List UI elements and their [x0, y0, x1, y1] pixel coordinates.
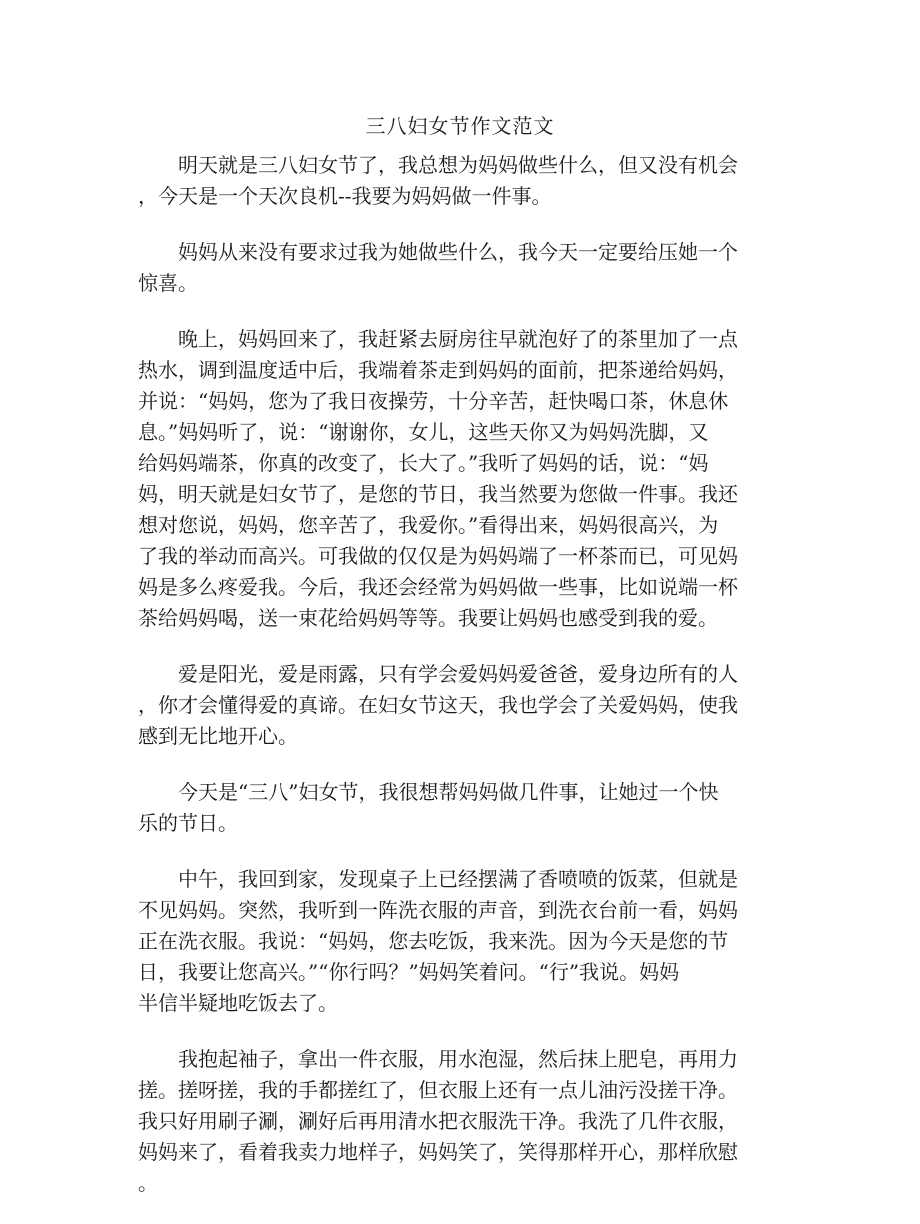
paragraph-line: 我只好用刷子涮，涮好后再用清水把衣服洗干净。我洗了几件衣服， [138, 1109, 738, 1133]
paragraph-line: 了我的举动而高兴。可我做的仅仅是为妈妈端了一杯茶而已，可见妈 [138, 544, 738, 568]
paragraph-line: 半信半疑地吃饭去了。 [138, 991, 338, 1015]
paragraph-line: 并说：“妈妈，您为了我日夜操劳，十分辛苦，赶快喝口茶，休息休 [138, 389, 729, 413]
paragraph-1 [138, 150, 778, 212]
paragraph-line: 今天是“三八”妇女节，我很想帮妈妈做几件事，让她过一个快 [138, 780, 719, 804]
paragraph-line: 热水，调到温度适中后，我端着茶走到妈妈的面前，把茶递给妈妈， [138, 358, 738, 382]
document-title: 三八妇女节作文范文 [365, 114, 555, 138]
paragraph-line: 中午，我回到家，发现桌子上已经摆满了香喷喷的饭菜，但就是 [138, 867, 738, 891]
paragraph-line: ，今天是一个天次良机--我要为妈妈做一件事。 [138, 184, 552, 208]
paragraph-7 [138, 1044, 778, 1199]
paragraph-line: 正在洗衣服。我说：“妈妈，您去吃饭，我来洗。因为今天是您的节 [138, 929, 729, 953]
paragraph-line: 妈妈来了，看着我卖力地样子，妈妈笑了，笑得那样开心，那样欣慰 [138, 1140, 738, 1164]
paragraph-line: 感到无比地开心。 [138, 724, 298, 748]
paragraph-line: 给妈妈端茶，你真的改变了，长大了。”我听了妈妈的话，说：“妈 [138, 451, 709, 475]
document-body [138, 150, 778, 1224]
paragraph-line: 爱是阳光，爱是雨露，只有学会爱妈妈爱爸爸，爱身边所有的人 [138, 662, 738, 686]
paragraph-line: 晚上，妈妈回来了，我赶紧去厨房往早就泡好了的茶里加了一点 [138, 327, 738, 351]
paragraph-line: 息。”妈妈听了，说：“谢谢你，女儿，这些天你又为妈妈洗脚，又 [138, 420, 709, 444]
paragraph-line: 妈，明天就是妇女节了，是您的节日，我当然要为您做一件事。我还 [138, 482, 738, 506]
paragraph-3 [138, 324, 778, 634]
paragraph-line: 我抱起袖子，拿出一件衣服，用水泡湿，然后抹上肥皂，再用力 [138, 1047, 738, 1071]
paragraph-line: 妈是多么疼爱我。今后，我还会经常为妈妈做一些事，比如说端一杯 [138, 575, 738, 599]
paragraph-line: 搓。搓呀搓，我的手都搓红了，但衣服上还有一点儿油污没搓干净。 [138, 1078, 738, 1102]
paragraph-line: 惊喜。 [138, 271, 198, 295]
paragraph-line: 明天就是三八妇女节了，我总想为妈妈做些什么，但又没有机会 [138, 153, 738, 177]
paragraph-line: 茶给妈妈喝，送一束花给妈妈等等。我要让妈妈也感受到我的爱。 [138, 606, 718, 630]
paragraph-5 [138, 777, 778, 839]
paragraph-line: 。 [138, 1171, 158, 1195]
paragraph-line: ，你才会懂得爱的真谛。在妇女节这天，我也学会了关爱妈妈，使我 [138, 693, 738, 717]
paragraph-line: 乐的节日。 [138, 811, 238, 835]
paragraph-line: 日，我要让您高兴。”“你行吗？”妈妈笑着问。“行”我说。妈妈 [138, 960, 680, 984]
paragraph-2 [138, 237, 778, 299]
paragraph-line: 不见妈妈。突然，我听到一阵洗衣服的声音，到洗衣台前一看，妈妈 [138, 898, 738, 922]
paragraph-line: 妈妈从来没有要求过我为她做些什么，我今天一定要给压她一个 [138, 240, 738, 264]
paragraph-line: 想对您说，妈妈，您辛苦了，我爱你。”看得出来，妈妈很高兴，为 [138, 513, 719, 537]
paragraph-6 [138, 864, 778, 1019]
paragraph-4 [138, 659, 778, 752]
